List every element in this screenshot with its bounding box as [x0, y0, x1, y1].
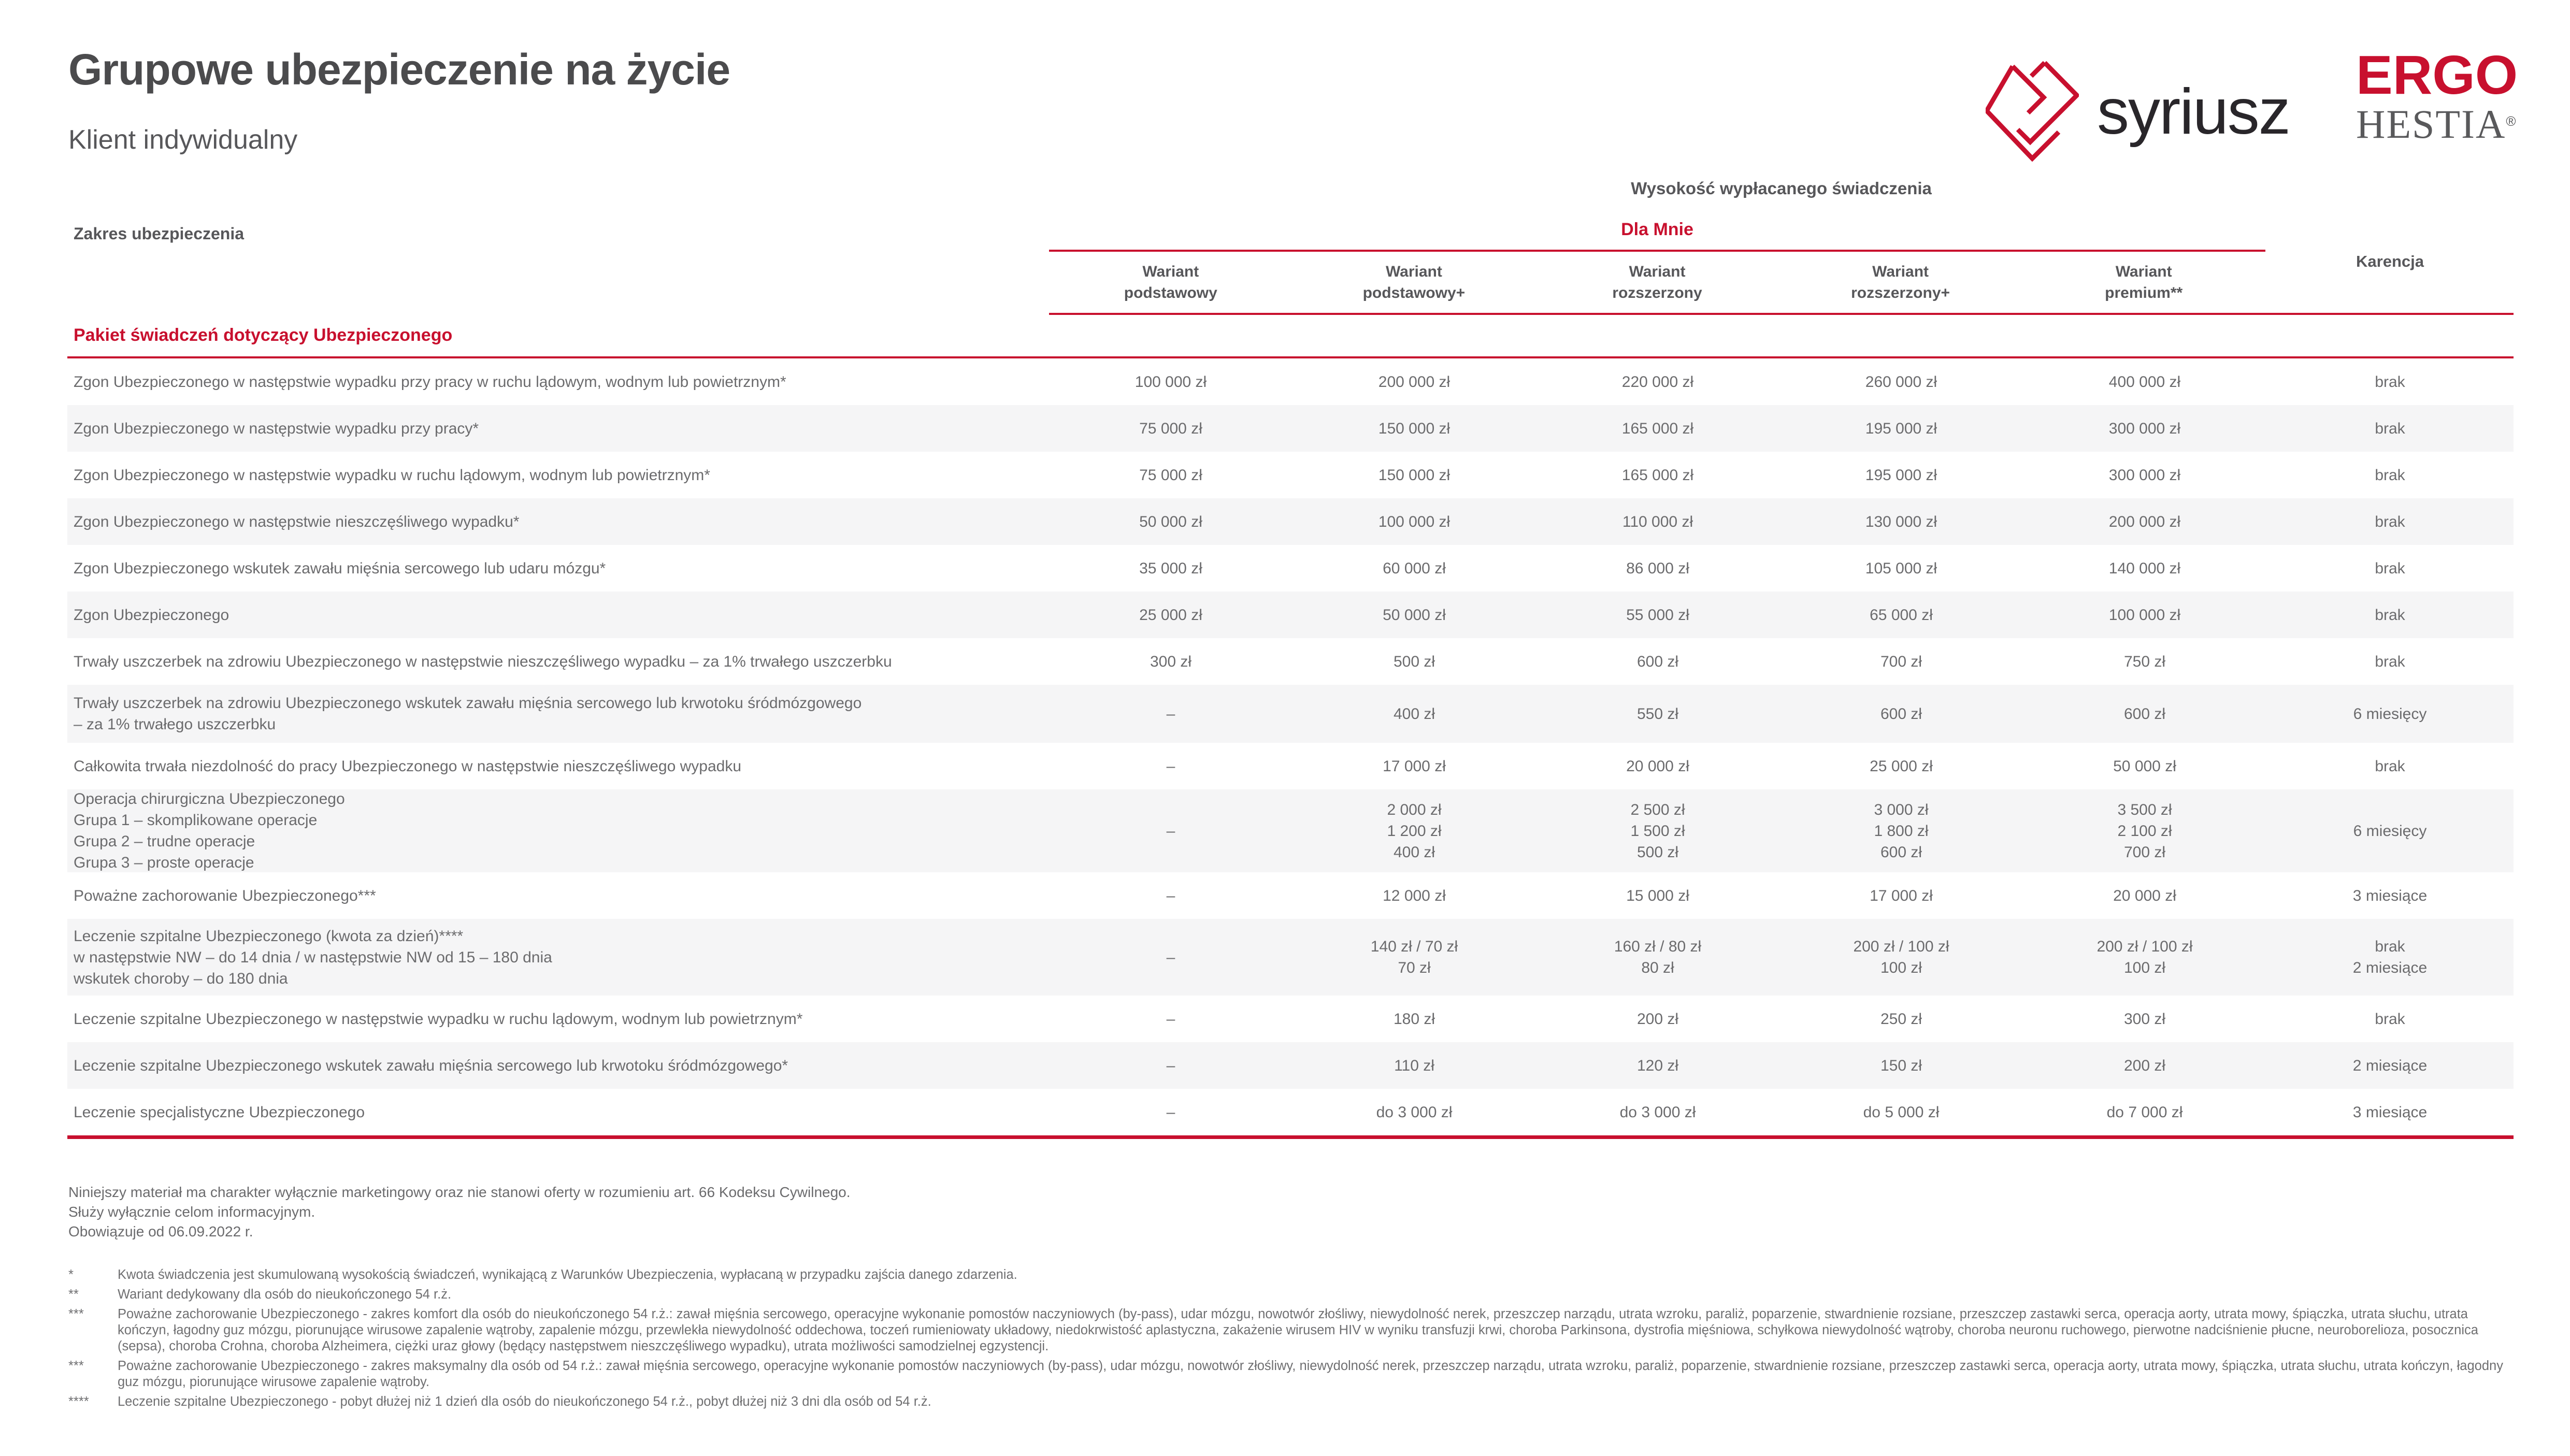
- row-value-cell: [1536, 405, 1779, 452]
- row-scope-line: Leczenie szpitalne Ubezpieczonego w następstwie wypadku w ruchu lądowym, wodnym lub powietrznym*: [74, 1010, 803, 1028]
- row-value-cell: [1536, 498, 1779, 545]
- table-row: [67, 638, 2514, 685]
- row-value-cell: [1779, 1042, 2023, 1089]
- row-value-line: 400 000 zł: [2108, 373, 2181, 391]
- row-value-cell: [1779, 498, 2023, 545]
- row-value-cell: [1293, 452, 1536, 498]
- row-value-line: 110 zł: [1394, 1057, 1434, 1074]
- table-row: [67, 545, 2514, 592]
- row-karencja-cell: [2266, 358, 2514, 405]
- karencja-header: Karencja: [2356, 252, 2424, 270]
- row-value-line: 50 000 zł: [2113, 757, 2176, 775]
- row-karencja-cell: [2266, 1089, 2514, 1135]
- row-value-cell: [1293, 996, 1536, 1042]
- row-scope-cell: [67, 789, 1049, 872]
- table-row: [67, 919, 2514, 996]
- row-value-cell: [1779, 872, 2023, 919]
- row-value-line: 150 000 zł: [1378, 466, 1451, 484]
- row-value-line: 300 zł: [1150, 653, 1192, 670]
- row-value-line: 200 000 zł: [1378, 373, 1451, 391]
- variant-column-header-line: Wariant: [2115, 263, 2172, 280]
- row-value-cell: [1779, 545, 2023, 592]
- row-value-cell: [1536, 638, 1779, 685]
- footer-line: Obowiązuje od 06.09.2022 r.: [68, 1223, 253, 1239]
- row-value-line: 70 zł: [1398, 959, 1431, 976]
- table-body: [67, 358, 2514, 1135]
- row-value-line: 2 500 zł: [1630, 801, 1685, 818]
- row-value-cell: [1536, 872, 1779, 919]
- row-value-line: 140 000 zł: [2108, 559, 2181, 577]
- row-value-line: 260 000 zł: [1865, 373, 1937, 391]
- row-value-cell: [2023, 1042, 2266, 1089]
- footer-line: Niniejszy materiał ma charakter wyłącznie marketingowy oraz nie stanowi oferty w rozumieniu art. 66 Kodeksu Cywilnego.: [68, 1184, 851, 1200]
- row-value-line: do 3 000 zł: [1376, 1103, 1453, 1121]
- registered-mark-icon: ®: [2506, 113, 2517, 129]
- footnote-marker: **: [68, 1287, 79, 1302]
- row-value-cell: [1779, 405, 2023, 452]
- row-value-cell: [1049, 919, 1293, 996]
- row-value-line: 75 000 zł: [1139, 420, 1202, 437]
- row-value-cell: [1049, 996, 1293, 1042]
- footnote-marker: ****: [68, 1394, 89, 1409]
- row-value-cell: [1293, 592, 1536, 638]
- row-value-line: 2 000 zł: [1387, 801, 1442, 818]
- row-value-cell: [1779, 638, 2023, 685]
- row-value-cell: [1779, 789, 2023, 872]
- variant-column-header: [1049, 252, 1293, 313]
- row-value-line: 600 zł: [1880, 843, 1922, 861]
- row-value-line: 100 000 zł: [1135, 373, 1207, 391]
- row-value-cell: [1779, 996, 2023, 1042]
- row-value-line: 65 000 zł: [1870, 606, 1933, 624]
- ergo-hestia-logo: [2356, 45, 2518, 147]
- row-scope-cell: [67, 1042, 1049, 1089]
- row-value-cell: [1049, 1089, 1293, 1135]
- row-value-cell: [2023, 358, 2266, 405]
- variant-column-header-line: podstawowy: [1124, 284, 1217, 301]
- row-value-line: 60 000 zł: [1383, 559, 1446, 577]
- table-row: [67, 1042, 2514, 1089]
- section-row: [67, 315, 2514, 358]
- row-value-cell: [1293, 545, 1536, 592]
- row-scope-line: Całkowita trwała niezdolność do pracy Ubezpieczonego w następstwie nieszczęśliwego wypadku: [74, 757, 742, 775]
- footnote-marker: ***: [68, 1307, 84, 1321]
- section-header: Pakiet świadczeń dotyczący Ubezpieczonego: [74, 325, 453, 345]
- row-value-line: 600 zł: [2123, 705, 2166, 723]
- table-row: [67, 743, 2514, 789]
- row-value-cell: [1779, 452, 2023, 498]
- row-value-line: 3 000 zł: [1874, 801, 1929, 818]
- row-value-line: –: [1166, 1103, 1175, 1121]
- row-value-line: 165 000 zł: [1621, 466, 1694, 484]
- row-value-line: 2 100 zł: [2117, 822, 2172, 840]
- row-value-line: do 3 000 zł: [1619, 1103, 1696, 1121]
- row-value-line: 550 zł: [1636, 705, 1679, 723]
- row-scope-cell: [67, 545, 1049, 592]
- row-value-line: 160 zł / 80 zł: [1614, 938, 1702, 955]
- row-value-line: 200 zł / 100 zł: [2097, 938, 2193, 955]
- row-value-line: –: [1166, 705, 1175, 723]
- row-scope-cell: [67, 919, 1049, 996]
- row-scope-cell: [67, 405, 1049, 452]
- row-value-line: –: [1166, 948, 1175, 966]
- row-karencja-line: 6 miesięcy: [2353, 705, 2427, 723]
- variant-column-header-line: premium**: [2105, 284, 2183, 301]
- row-value-cell: [1536, 996, 1779, 1042]
- row-value-cell: [2023, 592, 2266, 638]
- scope-header: Zakres ubezpieczenia: [74, 224, 245, 243]
- row-karencja-line: 2 miesiące: [2352, 959, 2428, 976]
- row-scope-line: Trwały uszczerbek na zdrowiu Ubezpieczonego wskutek zawału mięśnia sercowego lub krwotoku śródmózgowego: [74, 695, 862, 712]
- row-karencja-line: brak: [2375, 559, 2405, 577]
- row-value-cell: [2023, 996, 2266, 1042]
- row-karencja-line: brak: [2375, 513, 2405, 530]
- row-value-line: 140 zł / 70 zł: [1370, 938, 1458, 955]
- variant-column-header: [1779, 252, 2022, 313]
- row-value-line: 200 zł: [2123, 1057, 2166, 1074]
- row-scope-line: Leczenie specjalistyczne Ubezpieczonego: [74, 1103, 365, 1121]
- row-value-line: 86 000 zł: [1626, 559, 1689, 577]
- row-value-line: 75 000 zł: [1139, 466, 1202, 484]
- row-value-line: 17 000 zł: [1383, 757, 1446, 775]
- row-value-line: 750 zł: [2123, 653, 2166, 670]
- row-value-cell: [2023, 872, 2266, 919]
- row-value-line: 50 000 zł: [1139, 513, 1202, 530]
- row-value-cell: [1293, 358, 1536, 405]
- row-karencja-cell: [2266, 872, 2514, 919]
- footnote-item: [68, 1358, 2508, 1390]
- row-value-cell: [1293, 789, 1536, 872]
- footnote-text: Poważne zachorowanie Ubezpieczonego - zakres komfort dla osób do nieukończonego 54 r.ż.: zawał mięśnia sercowego, operacyjne wykonanie pomostów naczyniowych (by-pass), udar mózgu, nowotwór złośliwy, niewydolność nerek, przeszczep narządu, utrata wzroku, paraliż, poparzenie, stwardnienie rozsiane, przeszczep zastawki serca, operacja aorty, utrata mowy, śpiączka, utrata słuchu, utrata kończyn, łagodny guz mózgu, piorunujące wirusowe zapalenie wątroby, zapalenie mózgu, przewlekła niewydolność oddechowa, toczeń rumieniowaty układowy, niedokrwistość aplastyczna, zakażenie wirusem HIV w wyniku transfuzji krwi, choroba Parkinsona, dystrofia mięśniowa, schyłkowa niewydolność wątroby, choroba neuronu ruchowego, pierwotne nadciśnienie płucne, neuroborelioza, posocznica (sepsa), choroba Crohna, choroba Alzheimera, ciężki uraz głowy (będący następstwem nieszczęśliwego wypadku), utrata możliwości samodzielnej egzystencji.: [118, 1307, 2478, 1353]
- row-value-line: 1 500 zł: [1630, 822, 1685, 840]
- row-value-cell: [1049, 592, 1293, 638]
- row-karencja-line: brak: [2375, 938, 2405, 955]
- row-karencja-line: brak: [2375, 466, 2405, 484]
- row-karencja-cell: [2266, 1042, 2514, 1089]
- row-scope-line: – za 1% trwałego uszczerbku: [74, 716, 276, 733]
- row-value-cell: [1049, 452, 1293, 498]
- row-value-line: 120 zł: [1636, 1057, 1679, 1074]
- row-value-cell: [1293, 1042, 1536, 1089]
- row-value-line: do 5 000 zł: [1863, 1103, 1940, 1121]
- row-value-cell: [2023, 405, 2266, 452]
- row-value-line: 25 000 zł: [1139, 606, 1202, 624]
- footnote-text: Poważne zachorowanie Ubezpieczonego - zakres maksymalny dla osób od 54 r.ż.: zawał mięśnia sercowego, operacyjne wykonanie pomostów naczyniowych (by-pass), udar mózgu, nowotwór złośliwy, niewydolność nerek, przeszczep narządu, utrata wzroku, paraliż, poparzenie, stwardnienie rozsiane, przeszczep zastawki serca, operacja aorty, utrata mowy, śpiączka, utrata słuchu, utrata kończyn, łagodny guz mózgu, piorunujące wirusowe zapalenie wątroby.: [118, 1359, 2503, 1389]
- row-value-line: 300 000 zł: [2108, 466, 2181, 484]
- page-subtitle: Klient indywidualny: [68, 125, 298, 155]
- page-title: Grupowe ubezpieczenie na życie: [68, 45, 730, 94]
- variant-column-header-line: Wariant: [1872, 263, 1929, 280]
- row-karencja-cell: [2266, 452, 2514, 498]
- ergo-logo-line2: HESTIA ®: [2356, 102, 2517, 147]
- row-value-line: 300 zł: [2123, 1010, 2166, 1028]
- row-value-line: 12 000 zł: [1383, 887, 1446, 904]
- row-value-cell: [1536, 545, 1779, 592]
- variant-column-header: [1293, 252, 1536, 313]
- row-value-line: 400 zł: [1393, 705, 1435, 723]
- row-karencja-cell: [2266, 743, 2514, 789]
- row-value-cell: [2023, 452, 2266, 498]
- row-value-cell: [1293, 638, 1536, 685]
- footnote-item: [68, 1287, 2508, 1303]
- row-value-line: 220 000 zł: [1621, 373, 1694, 391]
- row-karencja-line: 3 miesiące: [2352, 887, 2428, 904]
- row-karencja-cell: [2266, 545, 2514, 592]
- row-value-line: 195 000 zł: [1865, 466, 1937, 484]
- row-value-line: 80 zł: [1641, 959, 1674, 976]
- row-value-cell: [1049, 405, 1293, 452]
- row-value-cell: [2023, 545, 2266, 592]
- row-value-cell: [1536, 1042, 1779, 1089]
- row-scope-line: Zgon Ubezpieczonego wskutek zawału mięśnia sercowego lub udaru mózgu*: [74, 559, 606, 577]
- ergo-logo-line1: ERGO: [2356, 45, 2518, 106]
- row-value-line: 100 000 zł: [1378, 513, 1451, 530]
- row-scope-line: Grupa 3 – proste operacje: [74, 854, 254, 871]
- row-value-line: 700 zł: [2123, 843, 2166, 861]
- row-scope-cell: [67, 498, 1049, 545]
- row-value-line: 200 zł / 100 zł: [1853, 938, 1949, 955]
- row-value-line: 500 zł: [1636, 843, 1679, 861]
- variant-column-header-line: Wariant: [1142, 263, 1199, 280]
- row-scope-line: Trwały uszczerbek na zdrowiu Ubezpieczonego w następstwie nieszczęśliwego wypadku – za 1% trwałego uszczerbku: [74, 653, 892, 670]
- row-scope-line: Zgon Ubezpieczonego w następstwie wypadku w ruchu lądowym, wodnym lub powietrznym*: [74, 466, 710, 484]
- row-scope-line: Zgon Ubezpieczonego: [74, 606, 229, 624]
- row-scope-line: Grupa 2 – trudne operacje: [74, 833, 255, 850]
- syriusz-logo-text: syriusz: [2097, 76, 2290, 148]
- footer-disclaimer: [68, 1183, 851, 1242]
- row-value-line: 500 zł: [1393, 653, 1435, 670]
- row-value-cell: [1293, 919, 1536, 996]
- row-value-line: 250 zł: [1880, 1010, 1922, 1028]
- row-karencja-cell: [2266, 638, 2514, 685]
- row-value-cell: [1049, 685, 1293, 743]
- row-value-line: 150 000 zł: [1378, 420, 1451, 437]
- row-value-line: 180 zł: [1393, 1010, 1435, 1028]
- row-value-line: 150 zł: [1880, 1057, 1922, 1074]
- row-scope-cell: [67, 872, 1049, 919]
- table-bottom-border: [67, 1135, 2514, 1139]
- row-value-line: –: [1166, 887, 1175, 904]
- row-karencja-line: 2 miesiące: [2352, 1057, 2428, 1074]
- row-scope-cell: [67, 996, 1049, 1042]
- footnotes: [68, 1267, 2508, 1414]
- row-scope-cell: [67, 452, 1049, 498]
- row-value-cell: [1536, 452, 1779, 498]
- table-header: [67, 210, 2514, 315]
- footnote-marker: ***: [68, 1359, 84, 1373]
- row-value-line: 15 000 zł: [1626, 887, 1689, 904]
- row-karencja-line: 6 miesięcy: [2353, 822, 2427, 840]
- row-value-cell: [1293, 405, 1536, 452]
- variant-column-header: [1535, 252, 1779, 313]
- row-scope-cell: [67, 1089, 1049, 1135]
- group-header-dla-mnie: Dla Mnie: [1621, 220, 1693, 239]
- row-value-line: –: [1166, 1010, 1175, 1028]
- row-value-cell: [1049, 545, 1293, 592]
- row-value-cell: [1049, 1042, 1293, 1089]
- table-row: [67, 498, 2514, 545]
- row-karencja-line: brak: [2375, 420, 2405, 437]
- footnote-item: [68, 1306, 2508, 1354]
- row-value-cell: [1779, 358, 2023, 405]
- row-value-line: 600 zł: [1636, 653, 1679, 670]
- row-value-line: –: [1166, 757, 1175, 775]
- row-scope-line: w następstwie NW – do 14 dnia / w następstwie NW od 15 – 180 dnia: [74, 948, 552, 966]
- variant-column-header-line: rozszerzony+: [1851, 284, 1950, 301]
- row-value-cell: [1779, 919, 2023, 996]
- row-value-line: 200 zł: [1636, 1010, 1679, 1028]
- table-row: [67, 789, 2514, 872]
- row-value-cell: [2023, 685, 2266, 743]
- table-row: [67, 358, 2514, 405]
- row-scope-line: Zgon Ubezpieczonego w następstwie wypadku przy pracy*: [74, 420, 479, 437]
- table-row: [67, 1089, 2514, 1135]
- row-karencja-line: brak: [2375, 1010, 2405, 1028]
- footnote-marker: *: [68, 1267, 74, 1282]
- syriusz-logo-icon: [1986, 61, 2079, 164]
- row-karencja-cell: [2266, 996, 2514, 1042]
- footer-line: Służy wyłącznie celom informacyjnym.: [68, 1204, 315, 1220]
- row-value-cell: [1536, 358, 1779, 405]
- row-value-line: 20 000 zł: [1626, 757, 1689, 775]
- row-value-cell: [1536, 743, 1779, 789]
- row-value-line: 200 000 zł: [2108, 513, 2181, 530]
- row-value-line: 100 000 zł: [2108, 606, 2181, 624]
- row-scope-cell: [67, 358, 1049, 405]
- row-scope-line: Grupa 1 – skomplikowane operacje: [74, 812, 318, 829]
- row-value-cell: [1293, 1089, 1536, 1135]
- row-value-line: 100 zł: [1880, 959, 1922, 976]
- row-value-cell: [2023, 1089, 2266, 1135]
- variant-column-header-line: podstawowy+: [1362, 284, 1466, 301]
- footnote-item: [68, 1267, 2508, 1283]
- variant-column-header-line: Wariant: [1385, 263, 1442, 280]
- row-scope-line: Leczenie szpitalne Ubezpieczonego (kwota za dzień)****: [74, 927, 464, 945]
- table-row: [67, 996, 2514, 1042]
- row-value-cell: [1049, 358, 1293, 405]
- row-value-cell: [2023, 638, 2266, 685]
- row-value-cell: [1779, 743, 2023, 789]
- row-karencja-line: brak: [2375, 653, 2405, 670]
- row-value-cell: [2023, 743, 2266, 789]
- row-value-cell: [1049, 498, 1293, 545]
- row-value-cell: [1536, 592, 1779, 638]
- row-value-cell: [2023, 919, 2266, 996]
- row-karencja-cell: [2266, 592, 2514, 638]
- row-value-line: 105 000 zł: [1865, 559, 1937, 577]
- table-row: [67, 452, 2514, 498]
- row-value-line: –: [1166, 822, 1175, 840]
- table-row: [67, 592, 2514, 638]
- benefits-table: [67, 210, 2514, 1139]
- row-karencja-cell: [2266, 405, 2514, 452]
- row-value-line: 50 000 zł: [1383, 606, 1446, 624]
- row-karencja-line: brak: [2375, 757, 2405, 775]
- row-value-cell: [1049, 789, 1293, 872]
- row-value-line: 400 zł: [1393, 843, 1435, 861]
- variant-column-header-line: Wariant: [1629, 263, 1686, 280]
- row-value-line: 1 800 zł: [1874, 822, 1929, 840]
- row-value-cell: [1293, 743, 1536, 789]
- footnote-text: Wariant dedykowany dla osób do nieukończonego 54 r.ż.: [118, 1287, 452, 1302]
- row-value-line: 55 000 zł: [1626, 606, 1689, 624]
- row-scope-cell: [67, 592, 1049, 638]
- row-scope-line: Leczenie szpitalne Ubezpieczonego wskutek zawału mięśnia sercowego lub krwotoku śródmózgowego*: [74, 1057, 788, 1074]
- row-value-line: 600 zł: [1880, 705, 1922, 723]
- footnote-text: Leczenie szpitalne Ubezpieczonego - pobyt dłużej niż 1 dzień dla osób do nieukończonego 54 r.ż., pobyt dłużej niż 3 dni dla osób od 54 r.ż.: [118, 1394, 931, 1409]
- row-value-line: 300 000 zł: [2108, 420, 2181, 437]
- row-value-cell: [2023, 789, 2266, 872]
- row-value-cell: [1293, 498, 1536, 545]
- row-value-cell: [1049, 872, 1293, 919]
- table-row: [67, 685, 2514, 743]
- row-scope-cell: [67, 685, 1049, 743]
- row-value-cell: [1536, 1089, 1779, 1135]
- row-value-cell: [1293, 685, 1536, 743]
- row-value-cell: [1779, 685, 2023, 743]
- row-value-line: 195 000 zł: [1865, 420, 1937, 437]
- row-value-line: 35 000 zł: [1139, 559, 1202, 577]
- variant-header-row: [1049, 252, 2265, 313]
- row-scope-line: Zgon Ubezpieczonego w następstwie nieszczęśliwego wypadku*: [74, 513, 520, 530]
- row-karencja-line: 3 miesiące: [2352, 1103, 2428, 1121]
- row-karencja-line: brak: [2375, 606, 2405, 624]
- row-value-line: 130 000 zł: [1865, 513, 1937, 530]
- row-value-cell: [1049, 743, 1293, 789]
- row-value-cell: [1049, 638, 1293, 685]
- row-value-line: 110 000 zł: [1622, 513, 1693, 530]
- variant-column-header-line: rozszerzony: [1612, 284, 1702, 301]
- row-value-cell: [1779, 592, 2023, 638]
- row-value-line: 17 000 zł: [1870, 887, 1933, 904]
- row-value-cell: [2023, 498, 2266, 545]
- row-value-line: 25 000 zł: [1870, 757, 1933, 775]
- row-karencja-cell: [2266, 498, 2514, 545]
- row-scope-line: Operacja chirurgiczna Ubezpieczonego: [74, 790, 345, 808]
- divider-under-group-header: [1049, 250, 2265, 252]
- row-value-cell: [1536, 919, 1779, 996]
- variant-column-header: [2022, 252, 2265, 313]
- row-value-line: 3 500 zł: [2117, 801, 2172, 818]
- benefit-amount-header: Wysokość wypłacanego świadczenia: [1631, 179, 1932, 198]
- row-scope-line: Zgon Ubezpieczonego w następstwie wypadku przy pracy w ruchu lądowym, wodnym lub powietrznym*: [74, 373, 786, 391]
- row-scope-cell: [67, 638, 1049, 685]
- row-value-line: 100 zł: [2123, 959, 2166, 976]
- row-value-cell: [1536, 685, 1779, 743]
- table-row: [67, 405, 2514, 452]
- row-karencja-cell: [2266, 919, 2514, 996]
- table-row: [67, 872, 2514, 919]
- row-value-line: do 7 000 zł: [2106, 1103, 2183, 1121]
- footnote-text: Kwota świadczenia jest skumulowaną wysokością świadczeń, wynikającą z Warunków Ubezpieczenia, wypłacaną w przypadku zajścia danego zdarzenia.: [118, 1267, 1017, 1282]
- row-scope-line: Poważne zachorowanie Ubezpieczonego***: [74, 887, 376, 904]
- row-value-line: 165 000 zł: [1621, 420, 1694, 437]
- row-value-line: 1 200 zł: [1387, 822, 1442, 840]
- row-value-line: 700 zł: [1880, 653, 1922, 670]
- row-value-cell: [1293, 872, 1536, 919]
- row-karencja-cell: [2266, 789, 2514, 872]
- row-value-cell: [1779, 1089, 2023, 1135]
- row-scope-line: wskutek choroby – do 180 dnia: [74, 970, 288, 987]
- row-scope-cell: [67, 743, 1049, 789]
- footnote-item: [68, 1394, 2508, 1410]
- row-value-line: –: [1166, 1057, 1175, 1074]
- row-karencja-cell: [2266, 685, 2514, 743]
- row-value-line: 20 000 zł: [2113, 887, 2176, 904]
- row-value-cell: [1536, 789, 1779, 872]
- row-karencja-line: brak: [2375, 373, 2405, 391]
